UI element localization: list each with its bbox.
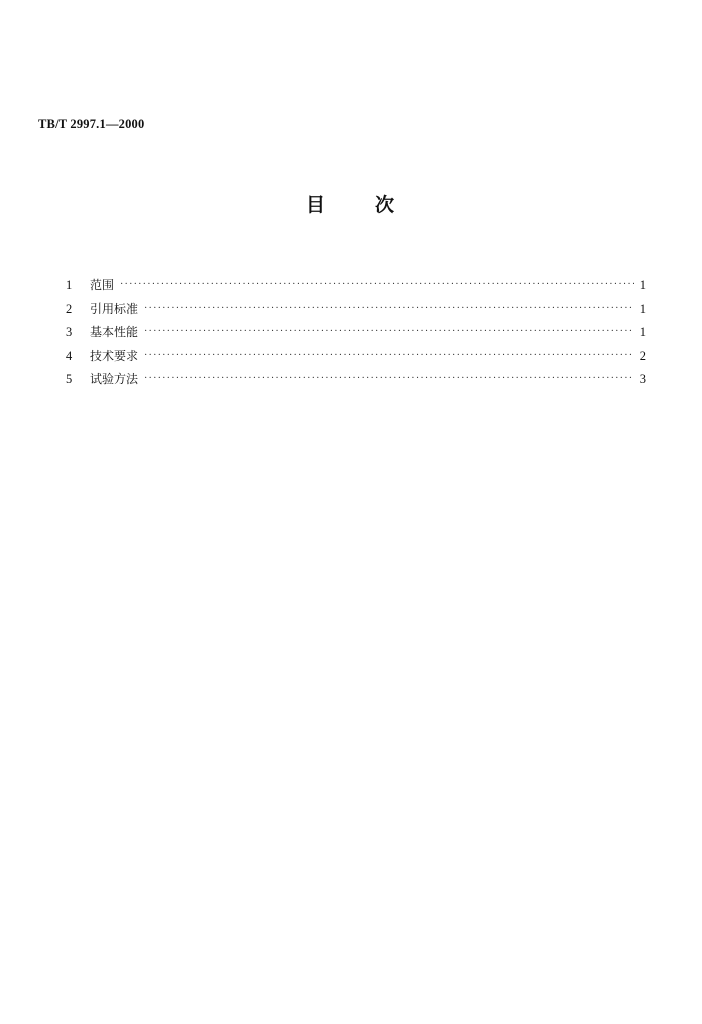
toc-entry-test-methods[interactable]: [66, 370, 646, 394]
toc-entry-number: 2: [66, 301, 73, 316]
toc-entry-scope[interactable]: [66, 276, 646, 300]
toc-entry-label: 基本性能: [90, 325, 139, 339]
toc-entry-number: 5: [66, 372, 73, 386]
toc-entry-technical-requirements[interactable]: [66, 347, 646, 371]
toc-entry-page: 3: [639, 372, 646, 386]
toc-entry-basic-performance[interactable]: [66, 323, 646, 347]
document-code: TB/T 2997.1—2000: [38, 117, 145, 131]
toc-leader-dots: [144, 351, 634, 361]
toc-entry-number: 4: [66, 348, 73, 363]
toc-entry-number: 1: [66, 278, 73, 292]
toc-entry-page: 1: [639, 325, 646, 339]
toc-entry-number: 3: [66, 325, 73, 339]
toc-leader-dots: [120, 280, 634, 290]
toc-leader-dots: [144, 374, 634, 384]
toc-entry-label: 范围: [90, 278, 115, 292]
toc-entry-label: 试验方法: [90, 372, 139, 386]
toc-entry-page: 2: [639, 348, 646, 363]
toc-title-char-2: 次: [375, 194, 397, 216]
toc-leader-dots: [144, 327, 634, 337]
toc-entry-label: 引用标准: [90, 301, 139, 316]
toc-list: [66, 276, 646, 394]
toc-title: [0, 190, 702, 217]
toc-leader-dots: [144, 304, 634, 314]
toc-entry-label: 技术要求: [90, 348, 139, 363]
toc-entry-page: 1: [639, 278, 646, 292]
toc-title-char-1: 目: [305, 194, 327, 216]
toc-entry-page: 1: [639, 301, 646, 316]
toc-entry-normative-references[interactable]: [66, 300, 646, 324]
